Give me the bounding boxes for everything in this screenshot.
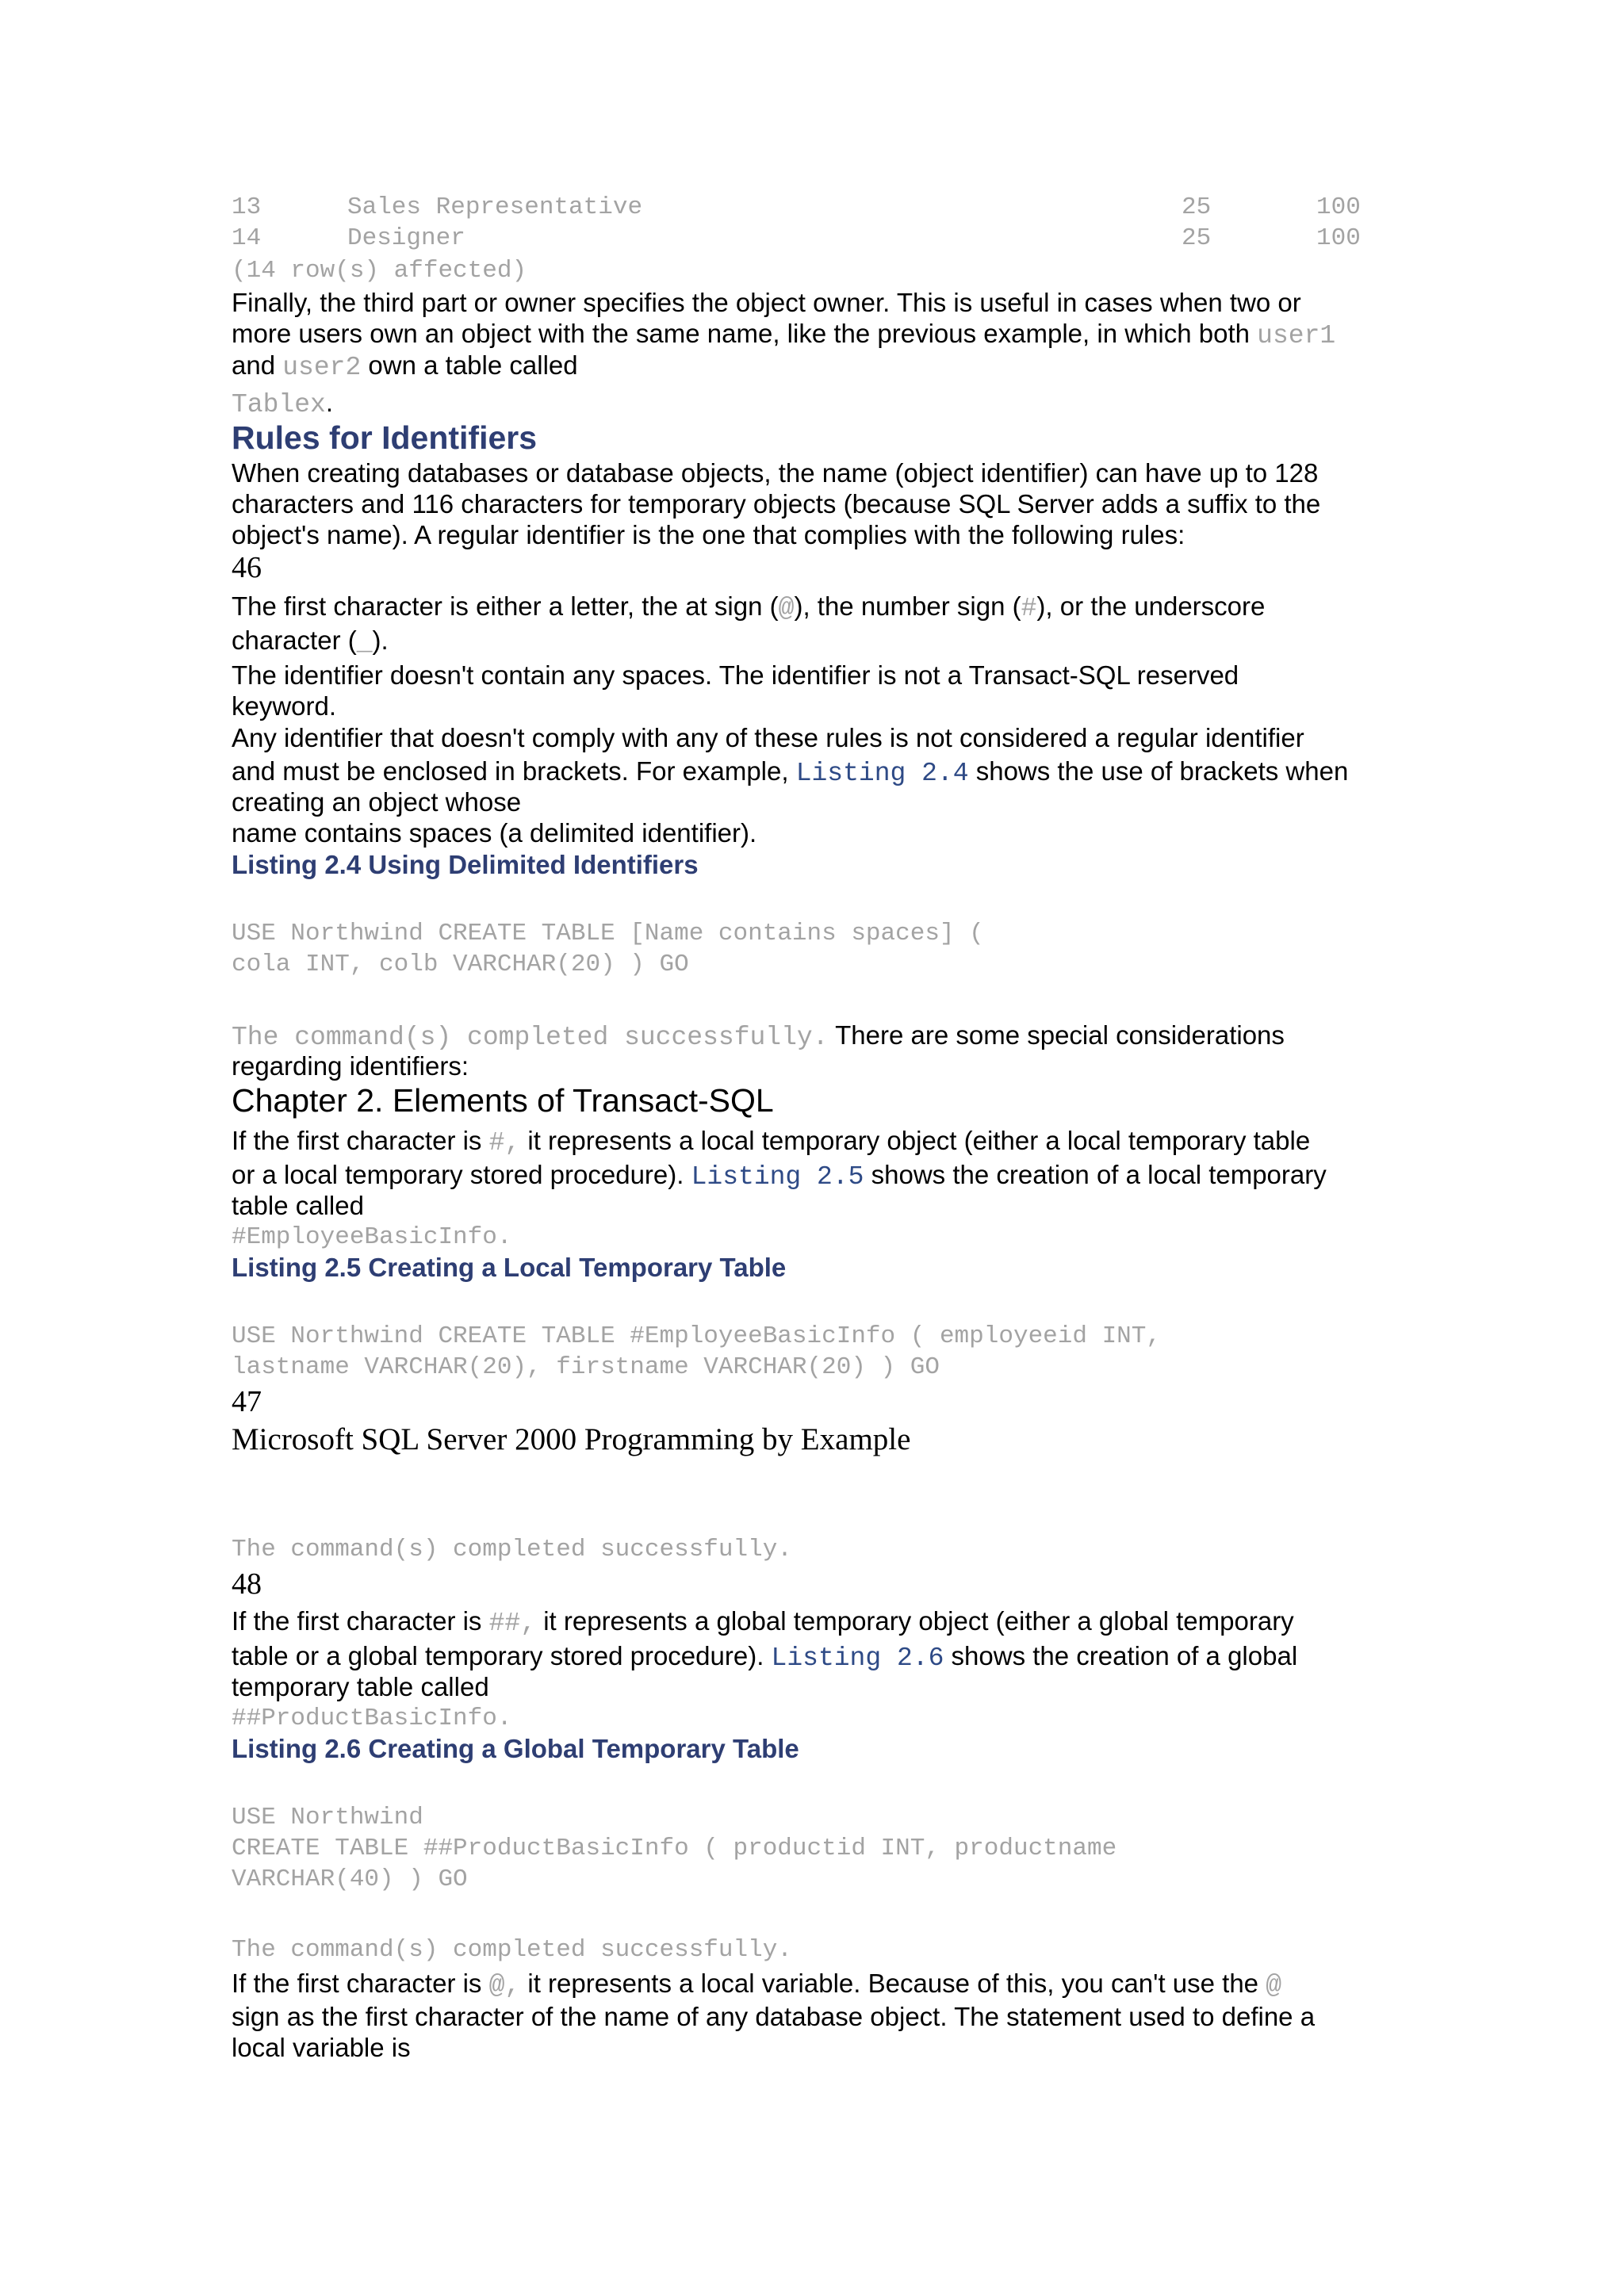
bullet-item [232, 591, 1265, 624]
brackets-paragraph-line: creating an object whose [232, 787, 522, 817]
bullet-item-cont: keyword. [232, 691, 337, 721]
text-run: shows the creation of a global [944, 1641, 1298, 1670]
text-run: own a table called [361, 350, 578, 380]
brackets-paragraph-line: name contains spaces (a delimited identifier). [232, 818, 757, 848]
text-run: If the first character is [232, 1126, 489, 1155]
listing-2-6-link[interactable]: Listing 2.6 [771, 1644, 944, 1673]
row-col1: 25 [1182, 224, 1212, 252]
owner-paragraph-line [232, 318, 1335, 351]
bullet-item [232, 660, 1239, 691]
book-title: Microsoft SQL Server 2000 Programming by Example [232, 1422, 911, 1456]
inline-code: user2 [282, 353, 362, 382]
brackets-paragraph-line [232, 756, 1348, 789]
listing-caption: Listing 2.5 Creating a Local Temporary Table [232, 1253, 787, 1282]
chapter-title: Chapter 2. Elements of Transact-SQL [232, 1082, 774, 1119]
text-run: more users own an object with the same name, like the previous example, in which both [232, 319, 1258, 348]
inline-code: # [1021, 594, 1037, 623]
command-output: The command(s) completed successfully. [232, 1536, 792, 1563]
completed-line [232, 1020, 1285, 1053]
rules-paragraph-line: When creating databases or database objects, the name (object identifier) can have up to 128 [232, 458, 1319, 488]
text-run: The first character is either a letter, the at sign ( [232, 591, 779, 621]
page-number: 47 [232, 1385, 262, 1418]
section-heading: Rules for Identifiers [232, 419, 538, 456]
bullet-item-cont: table called [232, 1191, 364, 1220]
inline-code: #, [488, 1128, 521, 1158]
inline-code: ##ProductBasicInfo. [232, 1705, 512, 1732]
text-run: it represents a global temporary object (either a global temporary [536, 1606, 1294, 1636]
inline-code: Tablex [232, 390, 326, 419]
text-run: and [232, 350, 283, 380]
text-run: The identifier doesn't contain any spaces. [232, 660, 719, 690]
text-run: or a local temporary stored procedure). [232, 1160, 691, 1189]
code-line: USE Northwind CREATE TABLE #EmployeeBasicInfo ( employeeid INT, [232, 1322, 1161, 1350]
owner-paragraph-line [232, 350, 578, 383]
page-number: 48 [232, 1567, 262, 1601]
bullet-item-cont [232, 625, 389, 658]
text-run: . [325, 388, 333, 417]
bullet-item-cont [232, 1640, 1297, 1674]
owner-paragraph-line: Finally, the third part or owner specifies the object owner. This is useful in cases when two or [232, 288, 1301, 317]
text-run: If the first character is [232, 1606, 489, 1636]
text-run: and must be enclosed in brackets. For example, [232, 756, 796, 786]
listing-2-5-link[interactable]: Listing 2.5 [691, 1162, 864, 1192]
bullet-item [232, 1968, 1281, 2001]
code-line: VARCHAR(40) ) GO [232, 1866, 468, 1893]
rows-affected: (14 row(s) affected) [232, 257, 527, 285]
inline-code: @ [778, 594, 795, 623]
owner-paragraph-line [232, 387, 333, 420]
bullet-item-cont: temporary table called [232, 1672, 489, 1701]
text-run: shows the creation of a local temporary [864, 1160, 1327, 1189]
bullet-item [232, 1605, 1294, 1639]
text-run: ). [372, 626, 389, 655]
row-title: Sales Representative [347, 193, 643, 221]
code-line: USE Northwind [232, 1804, 423, 1831]
row-id: 13 [232, 193, 262, 221]
code-line: USE Northwind CREATE TABLE [Name contains spaces] ( [232, 920, 984, 947]
text-run: ), or the underscore [1036, 591, 1266, 621]
bullet-item-cont [232, 1159, 1327, 1192]
row-col2: 100 [1316, 224, 1361, 252]
rules-paragraph-line: object's name). A regular identifier is the one that complies with the following rules: [232, 520, 1185, 549]
text-run: The identifier is not a Transact-SQL reserved [718, 660, 1239, 690]
special-text-cont: regarding identifiers: [232, 1051, 469, 1081]
code-line: cola INT, colb VARCHAR(20) ) GO [232, 951, 689, 978]
inline-code: user1 [1257, 321, 1336, 350]
text-run: If the first character is [232, 1969, 489, 1998]
row-id: 14 [232, 224, 262, 252]
code-line: lastname VARCHAR(20), firstname VARCHAR(20) ) GO [232, 1353, 940, 1381]
inline-code: ##, [488, 1609, 537, 1638]
text-run: ), the number sign ( [794, 591, 1021, 621]
page-number: 46 [232, 551, 262, 584]
text-run: There are some special considerations [835, 1020, 1285, 1050]
text-run: it represents a local variable. Because of this, you can't use the [520, 1969, 1266, 1998]
listing-2-4-link[interactable]: Listing 2.4 [795, 759, 969, 788]
bullet-item-cont: sign as the first character of the name of any database object. The statement used to define a [232, 2002, 1316, 2031]
text-run: it represents a local temporary object (either a local temporary table [520, 1126, 1311, 1155]
command-output: The command(s) completed successfully. [232, 1023, 829, 1052]
inline-code: @, [488, 1971, 521, 2000]
inline-code: _ [356, 628, 373, 657]
row-col1: 25 [1182, 193, 1212, 221]
listing-caption: Listing 2.6 Creating a Global Temporary Table [232, 1734, 799, 1763]
bullet-item [232, 1125, 1310, 1158]
rules-paragraph-line: characters and 116 characters for temporary objects (because SQL Server adds a suffix to the [232, 489, 1321, 519]
row-title: Designer [347, 224, 465, 252]
brackets-paragraph-line: Any identifier that doesn't comply with any of these rules is not considered a regular identifier [232, 723, 1304, 752]
text-run: shows the use of brackets when [968, 756, 1349, 786]
bullet-item-cont: local variable is [232, 2033, 411, 2062]
command-output: The command(s) completed successfully. [232, 1936, 792, 1964]
listing-caption: Listing 2.4 Using Delimited Identifiers [232, 850, 699, 879]
text-run: character ( [232, 626, 357, 655]
row-col2: 100 [1316, 193, 1361, 221]
code-line: CREATE TABLE ##ProductBasicInfo ( productid INT, productname [232, 1835, 1117, 1862]
inline-code: #EmployeeBasicInfo. [232, 1223, 512, 1251]
inline-code: @ [1266, 1971, 1282, 2000]
text-run: table or a global temporary stored procedure). [232, 1641, 772, 1670]
